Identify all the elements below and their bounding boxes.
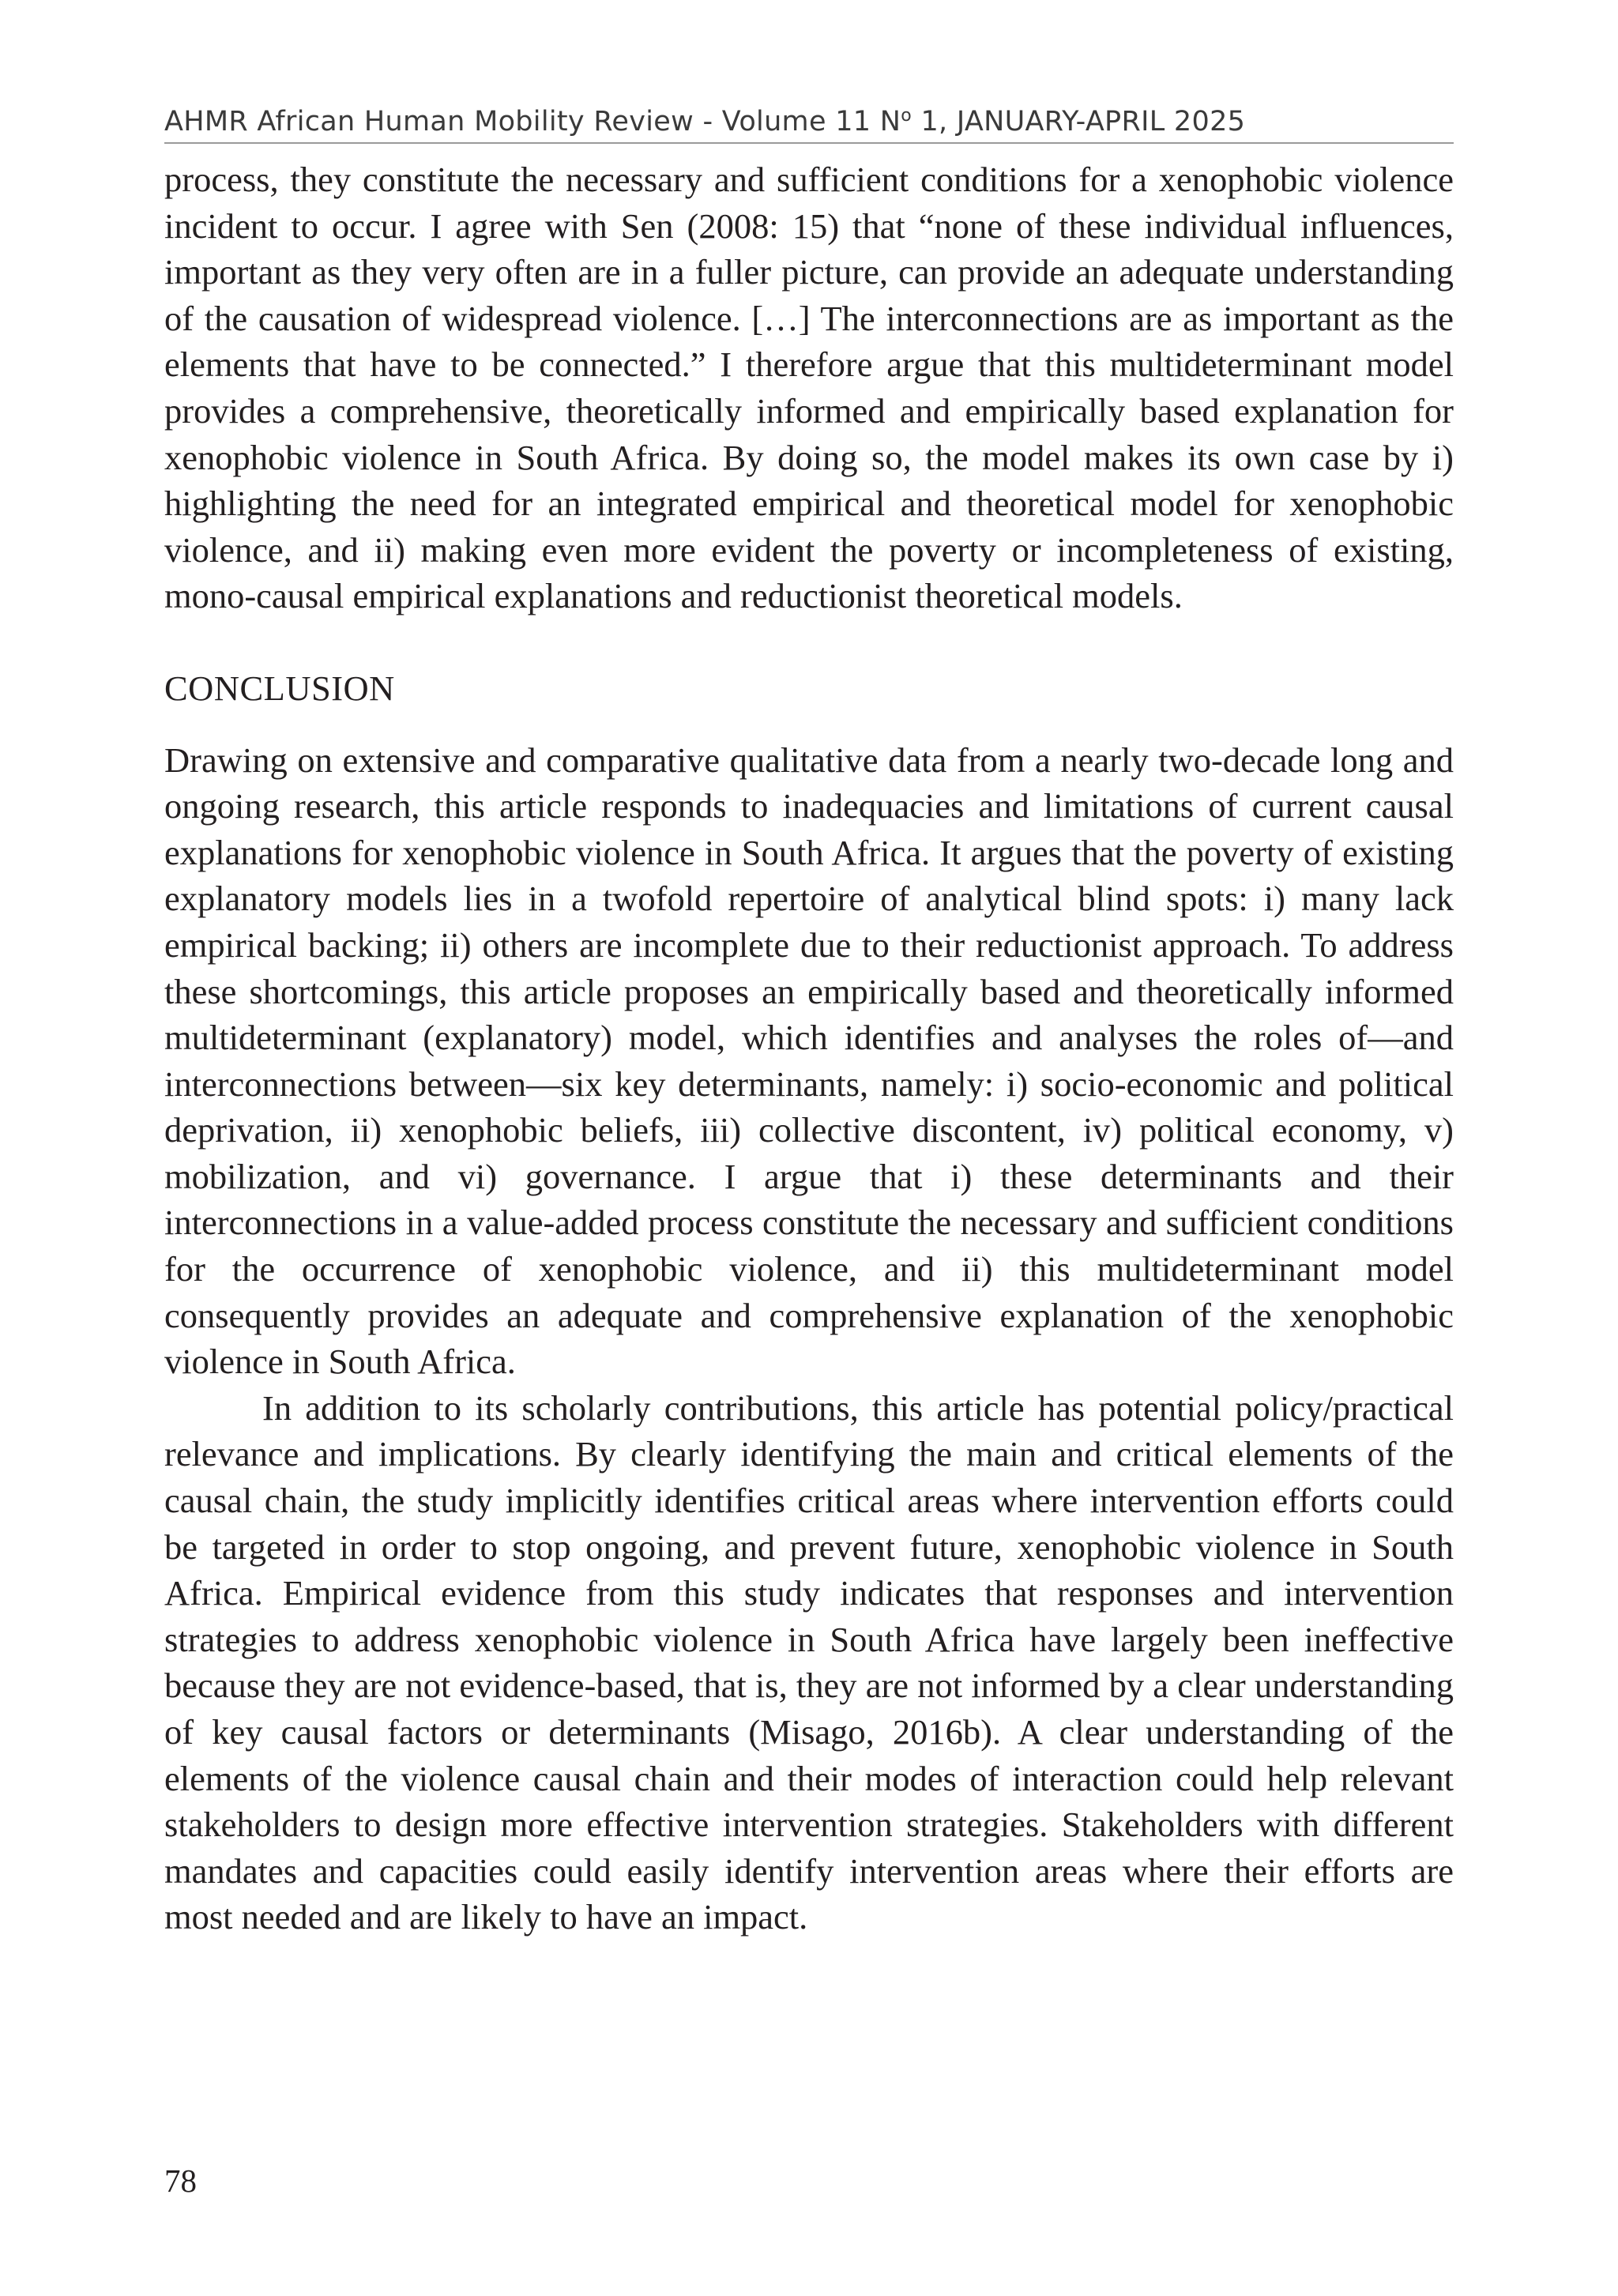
journal-title: AHMR African Human Mobility Review - Volume 11 N	[164, 106, 901, 137]
conclusion-paragraph: Drawing on extensive and comparative qualitative data from a nearly two-decade long and ongoing research, this article responds to inadequacies and limitations of current causal explanations for xenophobic violence in South Africa. It argues that the poverty of existing explanatory models lies in a twofold repertoire of analytical blind spots: i) many lack empirical backing; ii) others are incomplete due to their reductionist approach. To address these shortcomings, this article proposes an empirically based and theoretically informed multideterminant (explanatory) model, which identifies and analyses the roles of—and interconnections between—six key determinants, namely: i) socio-economic and political deprivation, ii) xenophobic beliefs, iii) collective discontent, iv) political economy, v) mobilization, and vi) governance. I argue that i) these determinants and their interconnections in a value-added process constitute the necessary and sufficient conditions for the occurrence of xenophobic violence, and ii) this multideterminant model consequently provides an adequate and comprehensive explanation of the xenophobic violence in South Africa.	[164, 740, 1454, 1382]
conclusion-paragraph: In addition to its scholarly contributions, this article has potential policy/practical relevance and implications. By clearly identifying the main and critical elements of the causal chain, the study implicitly identifies critical areas where intervention efforts could be targeted in order to stop ongoing, and prevent future, xenophobic violence in South Africa. Empirical evidence from this study indicates that responses and intervention strategies to address xenophobic violence in South Africa have largely been ineffective because they are not evidence-based, that is, they are not informed by a clear understanding of key causal factors or determinants (Misago, 2016b). A clear understanding of the elements of the violence causal chain and their modes of interaction could help relevant stakeholders to design more effective intervention strategies. Stakeholders with different mandates and capacities could easily identify intervention areas where their efforts are most needed and are likely to have an impact.	[164, 1387, 1454, 1937]
running-header	[164, 101, 1454, 144]
number-sign-superscript: o	[901, 106, 912, 126]
article-body	[164, 156, 1454, 1940]
section-heading-conclusion: CONCLUSION	[164, 668, 395, 708]
continued-paragraph: process, they constitute the necessary and sufficient conditions for a xenophobic violence incident to occur. I agree with Sen (2008: 15) that “none of these individual influences, important as they very often are in a fuller picture, can provide an adequate understanding of the causation of widespread violence. […] The interconnections are as important as the elements that have to be connected.” I therefore argue that this multideterminant model provides a comprehensive, theoretically informed and empirically based explanation for xenophobic violence in South Africa. By doing so, the model makes its own case by i) highlighting the need for an integrated empirical and theoretical model for xenophobic violence, and ii) making even more evident the poverty or incompleteness of existing, mono-causal empirical explanations and reductionist theoretical models.	[164, 160, 1454, 616]
page-number: 78	[164, 2162, 197, 2199]
journal-issue-date: 1, JANUARY-APRIL 2025	[912, 106, 1246, 137]
